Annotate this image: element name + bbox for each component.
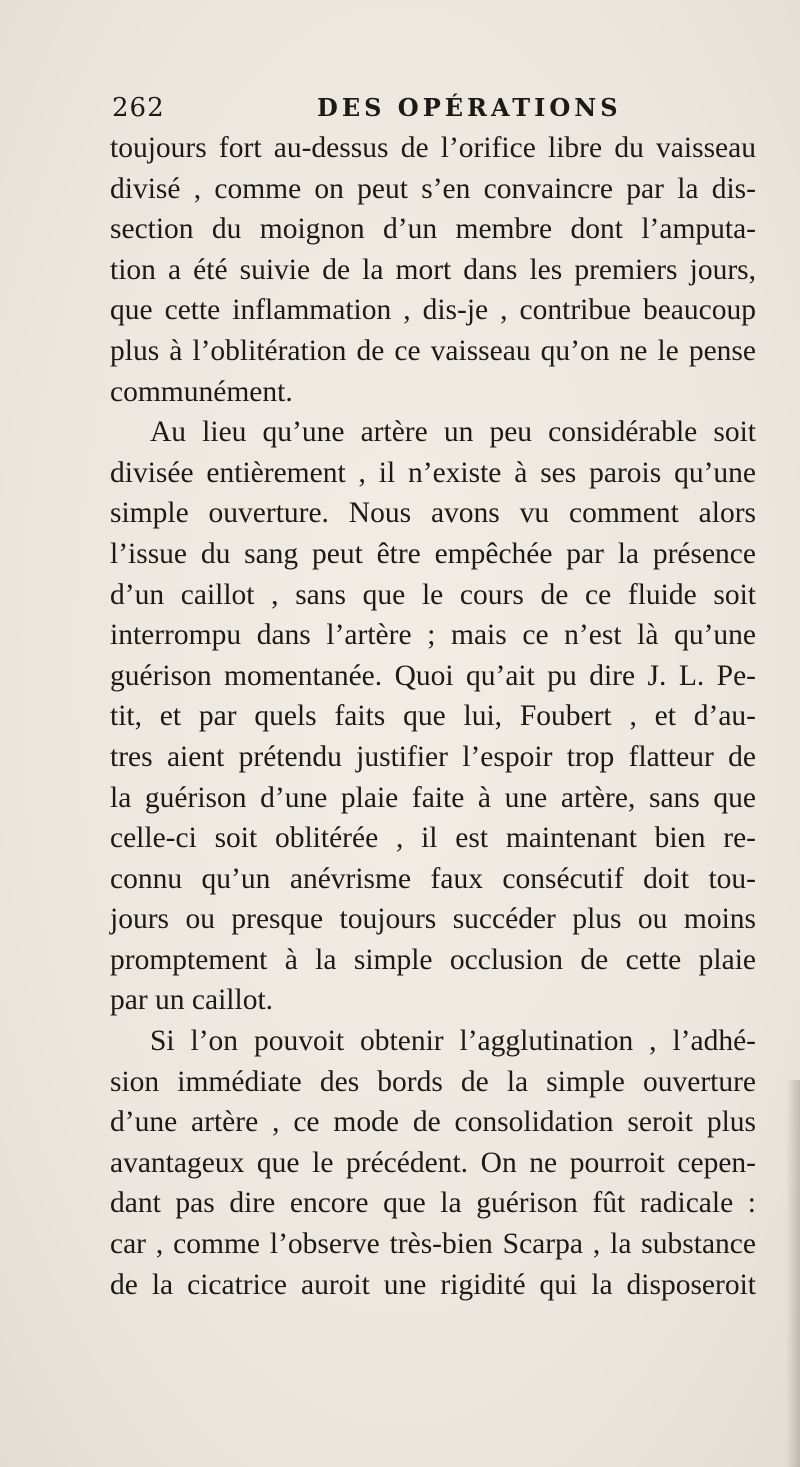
text-line: tit, et par quels faits que lui, Foubert , et d’au- (110, 700, 756, 733)
text-line: que cette inflammation , dis-je , contribue beaucoup (110, 294, 756, 327)
text-line: promptement à la simple occlusion de cette plaie (110, 943, 756, 976)
text-line: celle-ci soit oblitérée , il est maintenant bien re- (110, 822, 756, 855)
text-line: de la cicatrice auroit une rigidité qui la disposeroit (110, 1268, 756, 1301)
running-head-title: DES OPÉRATIONS (317, 93, 622, 122)
text-line: guérison momentanée. Quoi qu’ait pu dire J. L. Pe- (110, 659, 756, 692)
text-line: plus à l’oblitération de ce vaisseau qu’on ne le pense (110, 334, 756, 367)
text-line: divisée entièrement , il n’existe à ses parois qu’une (110, 456, 756, 489)
text-line: sion immédiate des bords de la simple ouverture (110, 1065, 756, 1098)
text-line: section du moignon d’un membre dont l’amputa- (110, 213, 756, 246)
text-line: la guérison d’une plaie faite à une artère, sans que (110, 781, 756, 814)
text-line: tion a été suivie de la mort dans les premiers jours, (110, 253, 756, 286)
text-line: d’un caillot , sans que le cours de ce fluide soit (110, 578, 756, 611)
text-line: simple ouverture. Nous avons vu comment alors (110, 497, 756, 530)
text-line: Si l’on pouvoit obtenir l’agglutination , l’adhé- (150, 1025, 756, 1058)
text-line: Au lieu qu’une artère un peu considérable soit (150, 416, 756, 449)
text-line: connu qu’un anévrisme faux consécutif doit tou- (110, 862, 756, 895)
text-line: avantageux que le précédent. On ne pourroit cepen- (110, 1146, 756, 1179)
text-line: jours ou presque toujours succéder plus ou moins (110, 903, 756, 936)
text-line: communément. (110, 375, 293, 408)
text-line: tres aient prétendu justifier l’espoir trop flatteur de (110, 740, 756, 773)
text-line: dant pas dire encore que la guérison fût radicale : (110, 1187, 756, 1220)
text-line: par un caillot. (110, 984, 274, 1017)
running-head (112, 93, 732, 129)
text-line: toujours fort au-dessus de l’orifice libre du vaisseau (110, 132, 756, 164)
text-line: car , comme l’observe très-bien Scarpa , la substance (110, 1228, 756, 1261)
body-text (110, 128, 756, 1305)
text-line: interrompu dans l’artère ; mais ce n’est là qu’une (110, 619, 756, 652)
text-line: d’une artère , ce mode de consolidation seroit plus (110, 1106, 756, 1139)
text-line: divisé , comme on peut s’en convaincre par la dis- (110, 172, 756, 205)
text-line: l’issue du sang peut être empêchée par la présence (110, 537, 756, 570)
page-edge-shadow (786, 1080, 800, 1467)
page-number: 262 (112, 93, 165, 123)
